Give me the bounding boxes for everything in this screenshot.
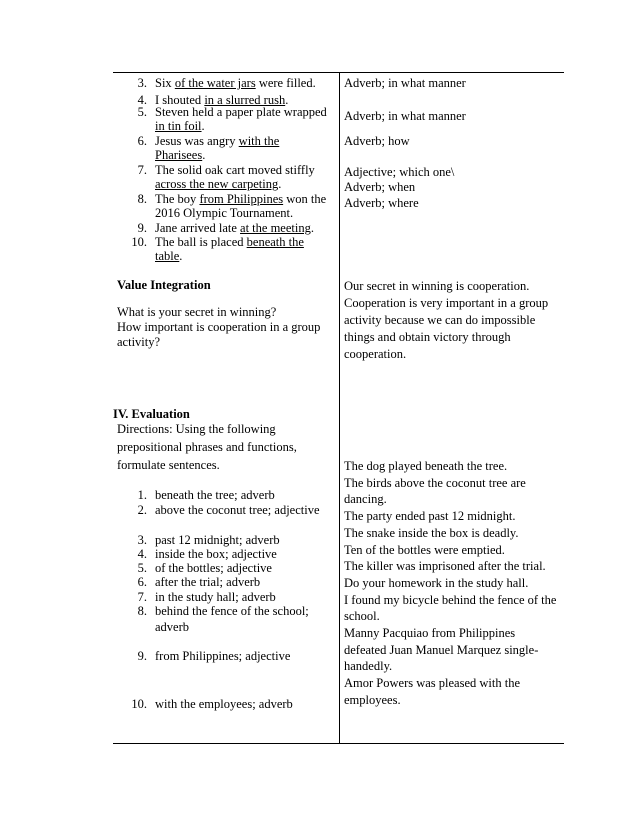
prepositional-phrase: table xyxy=(155,249,180,263)
evaluation-item-text: from Philippines; adjective xyxy=(155,649,291,663)
list-item-text: Steven held a paper plate wrapped xyxy=(155,105,327,119)
evaluation-item-number: 7. xyxy=(137,590,147,604)
evaluation-answer-line: The killer was imprisoned after the trial. xyxy=(344,559,546,574)
evaluation-answer-line: Manny Pacquiao from Philippines xyxy=(344,626,516,640)
value-question-2-line-2: activity? xyxy=(117,335,161,349)
list-item-number: 4. xyxy=(137,93,147,107)
list-item-text: The ball is placed beneath the xyxy=(155,235,304,249)
list-item-number: 6. xyxy=(137,134,147,148)
evaluation-answer-line: defeated Juan Manuel Marquez single- xyxy=(344,642,539,657)
prepositional-phrase: of the water jars xyxy=(174,76,256,90)
evaluation-answer-line: The party ended past 12 midnight. xyxy=(344,509,516,524)
evaluation-heading: IV. Evaluation xyxy=(113,407,190,421)
answer-line: Adverb; how xyxy=(344,134,410,148)
evaluation-item-text: above the coconut tree; adjective xyxy=(155,503,320,517)
value-answer-line: Cooperation is very important in a group xyxy=(344,296,549,310)
evaluation-item-text: past 12 midnight; adverb xyxy=(155,533,280,547)
evaluation-item-number: 2. xyxy=(137,503,147,517)
list-item-text: The boy from Philippines won the xyxy=(155,192,327,206)
directions-line-1: Directions: Using the following xyxy=(117,422,276,436)
evaluation-item-text: after the trial; adverb xyxy=(155,575,261,589)
directions-line-2: prepositional phrases and functions, xyxy=(117,440,297,454)
evaluation-answer-line: Do your homework in the study hall. xyxy=(344,575,529,590)
evaluation-answer-line: The dog played beneath the tree. xyxy=(344,459,508,473)
directions-line-3: formulate sentences. xyxy=(117,458,220,472)
list-item-number: 8. xyxy=(137,192,147,206)
evaluation-item-text: behind the fence of the school; xyxy=(155,604,309,618)
list-item-text: in tin foil. xyxy=(155,119,205,133)
evaluation-item-number: 3. xyxy=(137,533,147,547)
evaluation-item-number: 8. xyxy=(137,604,147,618)
list-item-number: 7. xyxy=(137,163,147,177)
answer-line: Adjective; which one\ xyxy=(344,165,455,179)
evaluation-item-text: with the employees; adverb xyxy=(155,697,293,711)
evaluation-item-text: beneath the tree; adverb xyxy=(155,488,275,502)
list-item-text: I shouted in a slurred rush. xyxy=(155,93,289,107)
evaluation-item-text: inside the box; adjective xyxy=(155,547,277,561)
list-item-number: 10. xyxy=(131,235,147,249)
value-answer-line: cooperation. xyxy=(344,347,407,361)
evaluation-item-number: 9. xyxy=(137,649,147,663)
prepositional-phrase: Pharisees xyxy=(155,148,203,162)
evaluation-item-number: 4. xyxy=(137,547,147,561)
evaluation-answer-line: handedly. xyxy=(344,659,393,674)
evaluation-item-number: 6. xyxy=(137,575,147,589)
evaluation-item-text: of the bottles; adjective xyxy=(155,561,272,575)
column-divider xyxy=(339,72,340,744)
prepositional-phrase: across the new carpeting xyxy=(155,177,279,191)
prepositional-phrase: with the xyxy=(238,134,280,148)
value-question-2-line-1: How important is cooperation in a group xyxy=(117,320,321,334)
list-item-text: Jane arrived late at the meeting. xyxy=(155,221,314,235)
evaluation-answer-line: Ten of the bottles were emptied. xyxy=(344,542,505,557)
value-integration-heading: Value Integration xyxy=(117,278,211,292)
evaluation-answer-line: The birds above the coconut tree are xyxy=(344,475,526,490)
answer-line: Adverb; where xyxy=(344,196,419,210)
list-item-number: 9. xyxy=(137,221,147,235)
evaluation-item-text: in the study hall; adverb xyxy=(155,590,276,604)
prepositional-phrase: beneath the xyxy=(246,235,304,249)
evaluation-item-number: 5. xyxy=(137,561,147,575)
value-question-1: What is your secret in winning? xyxy=(117,305,277,319)
prepositional-phrase: in a slurred rush xyxy=(204,93,286,107)
list-item-text: Jesus was angry with the xyxy=(155,134,280,148)
answer-line: Adverb; when xyxy=(344,180,416,194)
evaluation-answer-line: school. xyxy=(344,609,380,624)
evaluation-answer-line: I found my bicycle behind the fence of the xyxy=(344,592,557,607)
value-answer-line: Our secret in winning is cooperation. xyxy=(344,279,530,293)
list-item-text: Pharisees. xyxy=(155,148,206,162)
list-item-number: 5. xyxy=(137,105,147,119)
list-item-text: Six of the water jars were filled. xyxy=(155,76,316,90)
evaluation-answer-line: dancing. xyxy=(344,492,387,507)
list-item-text: 2016 Olympic Tournament. xyxy=(155,206,294,220)
list-item-text: across the new carpeting. xyxy=(155,177,282,191)
prepositional-phrase: from Philippines xyxy=(199,192,284,206)
answer-line: Adverb; in what manner xyxy=(344,76,466,90)
prepositional-phrase: at the meeting xyxy=(240,221,311,235)
evaluation-item-number: 1. xyxy=(137,488,147,502)
value-answer-line: activity because we can do impossible xyxy=(344,313,536,327)
list-item-text: The solid oak cart moved stiffly xyxy=(155,163,315,177)
list-item-text: table. xyxy=(155,249,183,263)
list-item-number: 3. xyxy=(137,76,147,90)
evaluation-item-text: adverb xyxy=(155,620,190,634)
evaluation-answer-line: The snake inside the box is deadly. xyxy=(344,525,519,540)
evaluation-answer-line: employees. xyxy=(344,692,401,707)
evaluation-item-number: 10. xyxy=(131,697,147,711)
prepositional-phrase: in tin foil xyxy=(155,119,202,133)
value-answer-line: things and obtain victory through xyxy=(344,330,511,344)
evaluation-answer-line: Amor Powers was pleased with the xyxy=(344,676,521,691)
answer-line: Adverb; in what manner xyxy=(344,109,466,123)
